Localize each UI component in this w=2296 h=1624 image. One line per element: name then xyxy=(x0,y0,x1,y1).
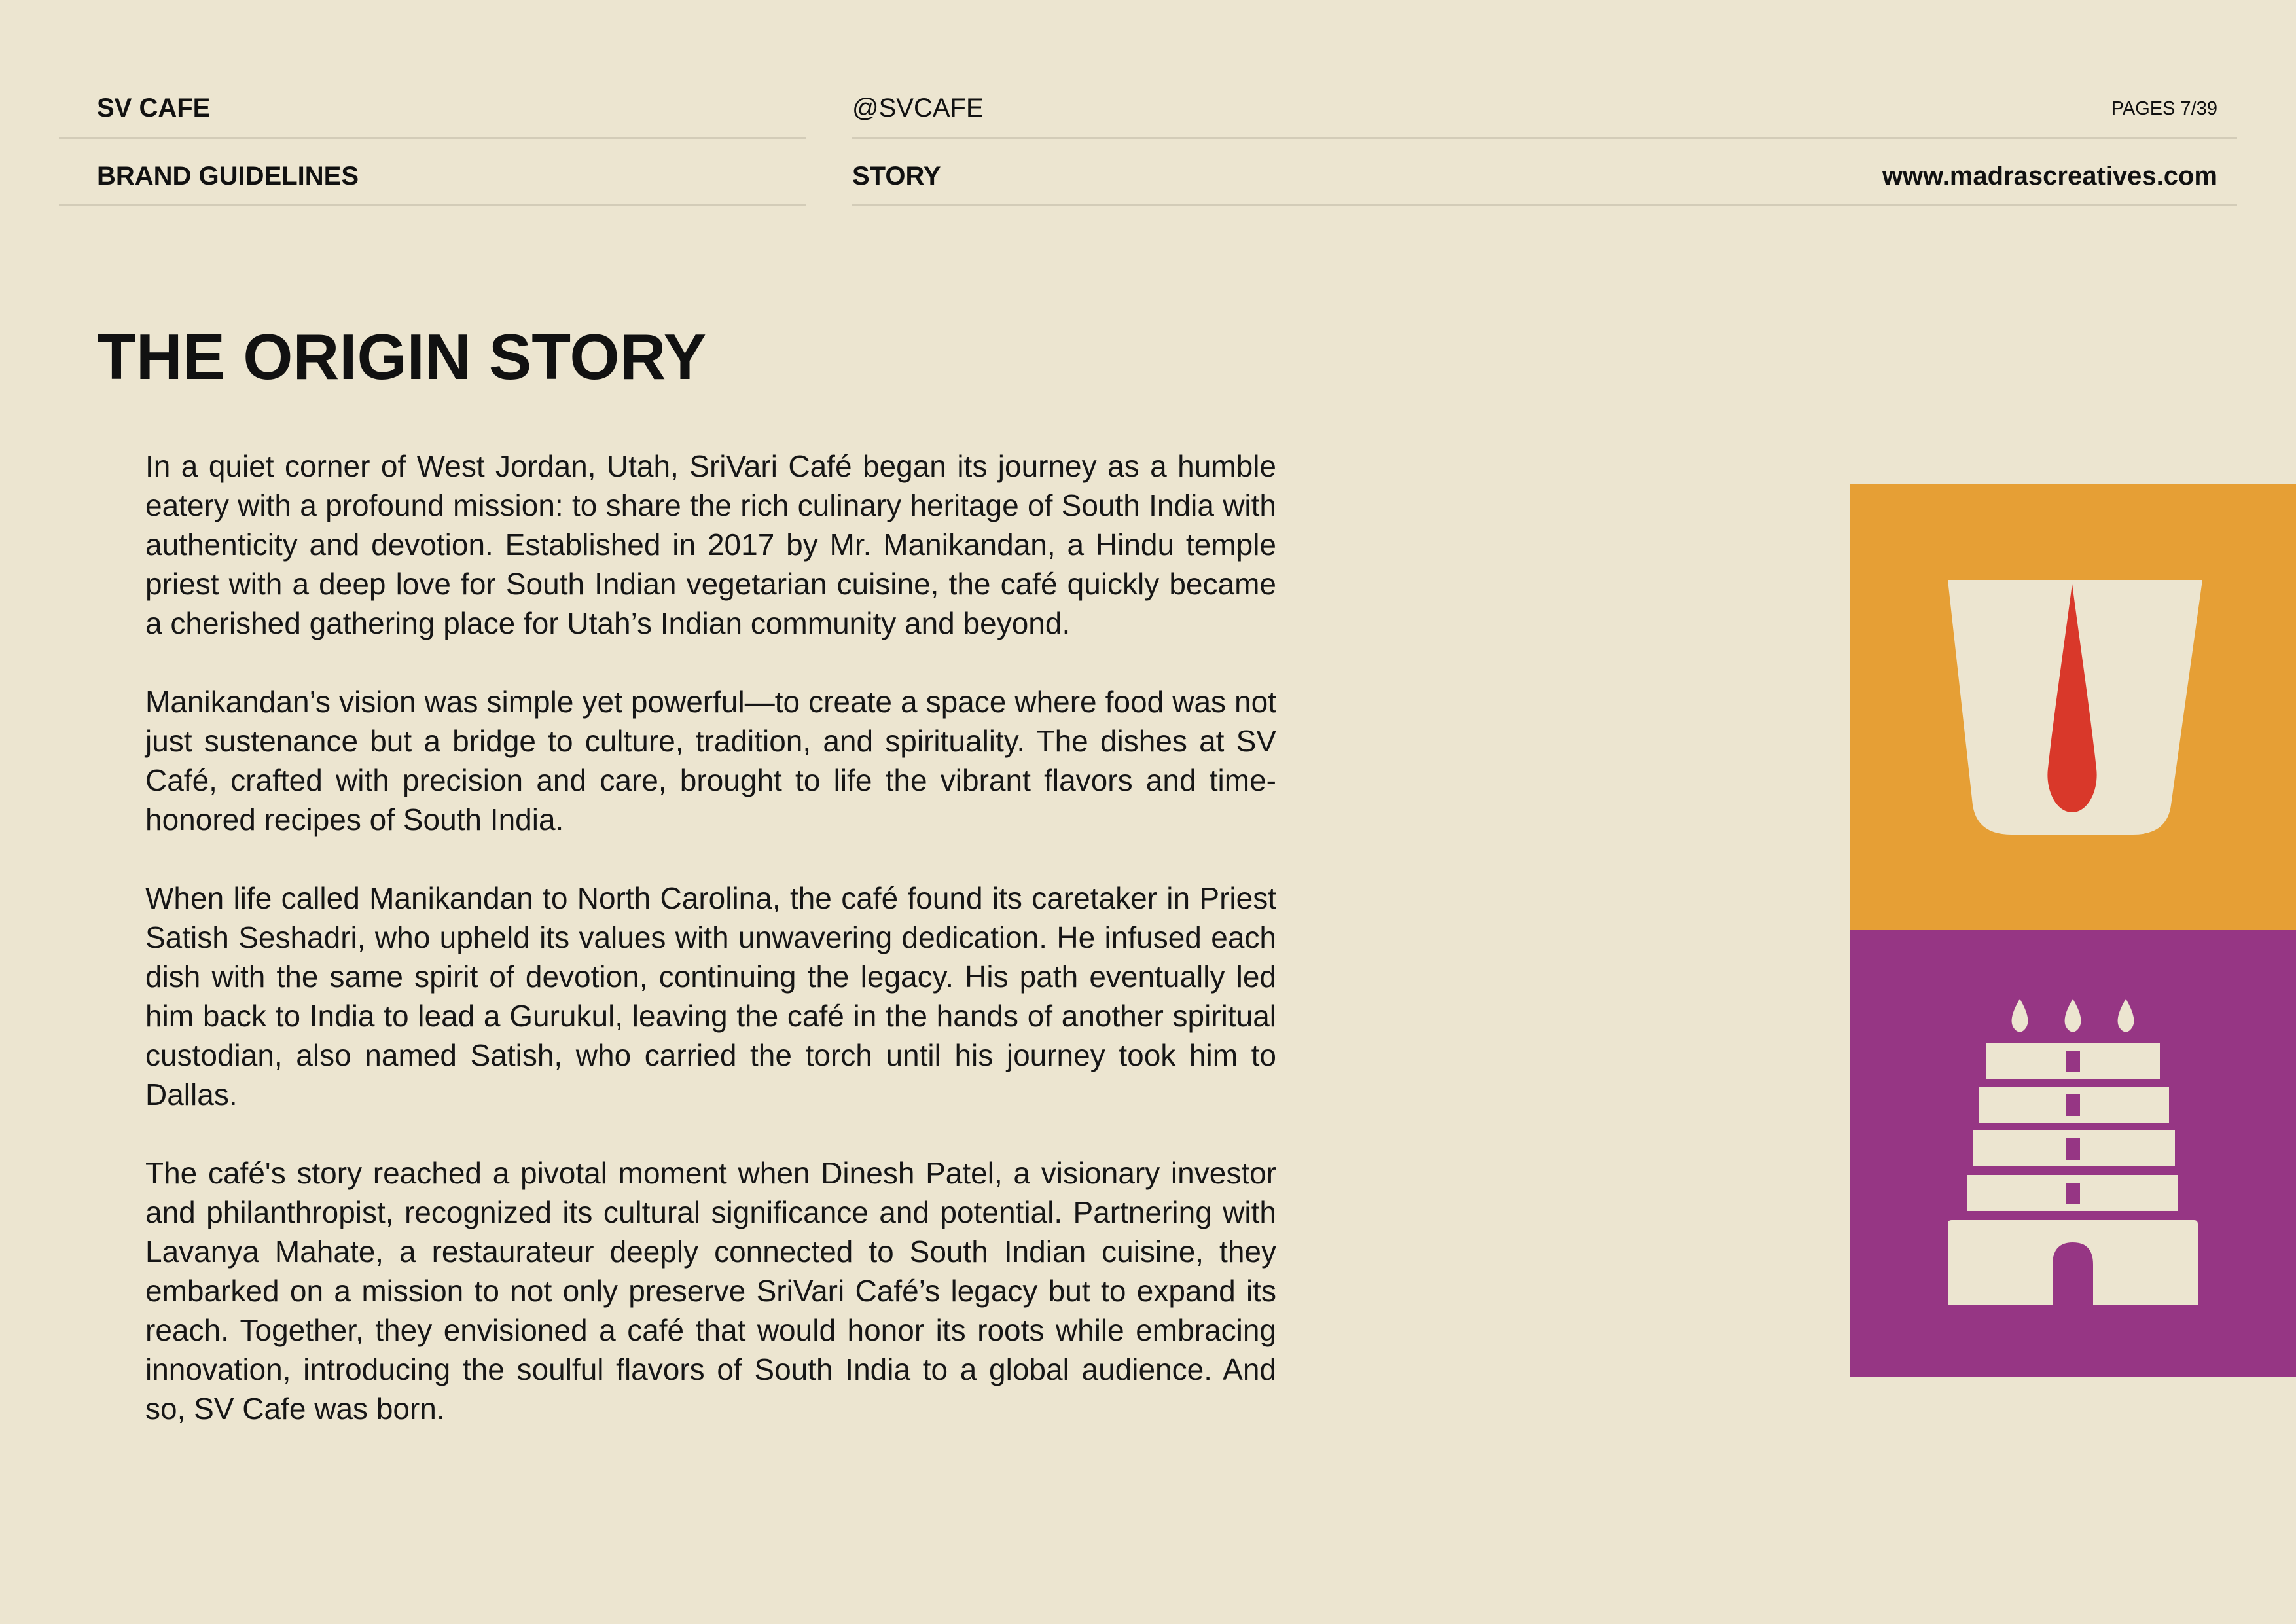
page-title: THE ORIGIN STORY xyxy=(97,321,707,393)
website-link[interactable]: www.madrascreatives.com xyxy=(1882,162,2217,190)
brand-name: SV CAFE xyxy=(97,94,211,122)
namam-panel xyxy=(1850,484,2296,930)
header-divider-right-top xyxy=(852,137,2237,139)
header-divider-left-bottom xyxy=(59,204,806,206)
header-divider-right-bottom xyxy=(852,204,2237,206)
doc-type-label: BRAND GUIDELINES xyxy=(97,162,359,190)
story-paragraph: The café's story reached a pivotal moment when Dinesh Patel, a visionary investor and philanthropist, recognized its cultural significance and potential. Partnering with Lavanya Mahate, a restaurateur deeply connected to South Indian cuisine, they embarked on a mission to not only preserve SriVari Café’s legacy but to expand its reach. Together, they envisioned a café that would honor its roots while embracing innovation, introducing the soulful flavors of South India to a global audience. And so, SV Cafe was born. xyxy=(145,1156,1276,1426)
page-number: PAGES 7/39 xyxy=(2111,98,2217,119)
story-paragraph: In a quiet corner of West Jordan, Utah, SriVari Café began its journey as a humble eatery with a profound mission: to share the rich culinary heritage of South India with authenticity and devotion. Established in 2017 by Mr. Manikandan, a Hindu temple priest with a deep love for South Indian vegetarian cuisine, the café quickly became a cherished gathering place for Utah’s Indian community and beyond. xyxy=(145,449,1276,640)
story-body xyxy=(145,446,1276,1428)
social-handle: @SVCAFE xyxy=(852,94,984,122)
namam-tilak-icon xyxy=(1948,580,2202,835)
story-paragraph: When life called Manikandan to North Carolina, the café found its caretaker in Priest Satish Seshadri, who upheld its values with unwavering dedication. He infused each dish with the same spirit of devotion, continuing the legacy. His path eventually led him back to India to lead a Gurukul, leaving the café in the hands of another spiritual custodian, also named Satish, who carried the torch until his journey took him to Dallas. xyxy=(145,881,1276,1111)
section-label: STORY xyxy=(852,162,941,190)
temple-panel xyxy=(1850,930,2296,1377)
header-divider-left-top xyxy=(59,137,806,139)
brand-artwork xyxy=(1850,484,2296,1377)
story-paragraph: Manikandan’s vision was simple yet powerful—to create a space where food was not just sustenance but a bridge to culture, tradition, and spirituality. The dishes at SV Café, crafted with precision and care, brought to life the vibrant flavors and time-honored recipes of South India. xyxy=(145,685,1276,837)
